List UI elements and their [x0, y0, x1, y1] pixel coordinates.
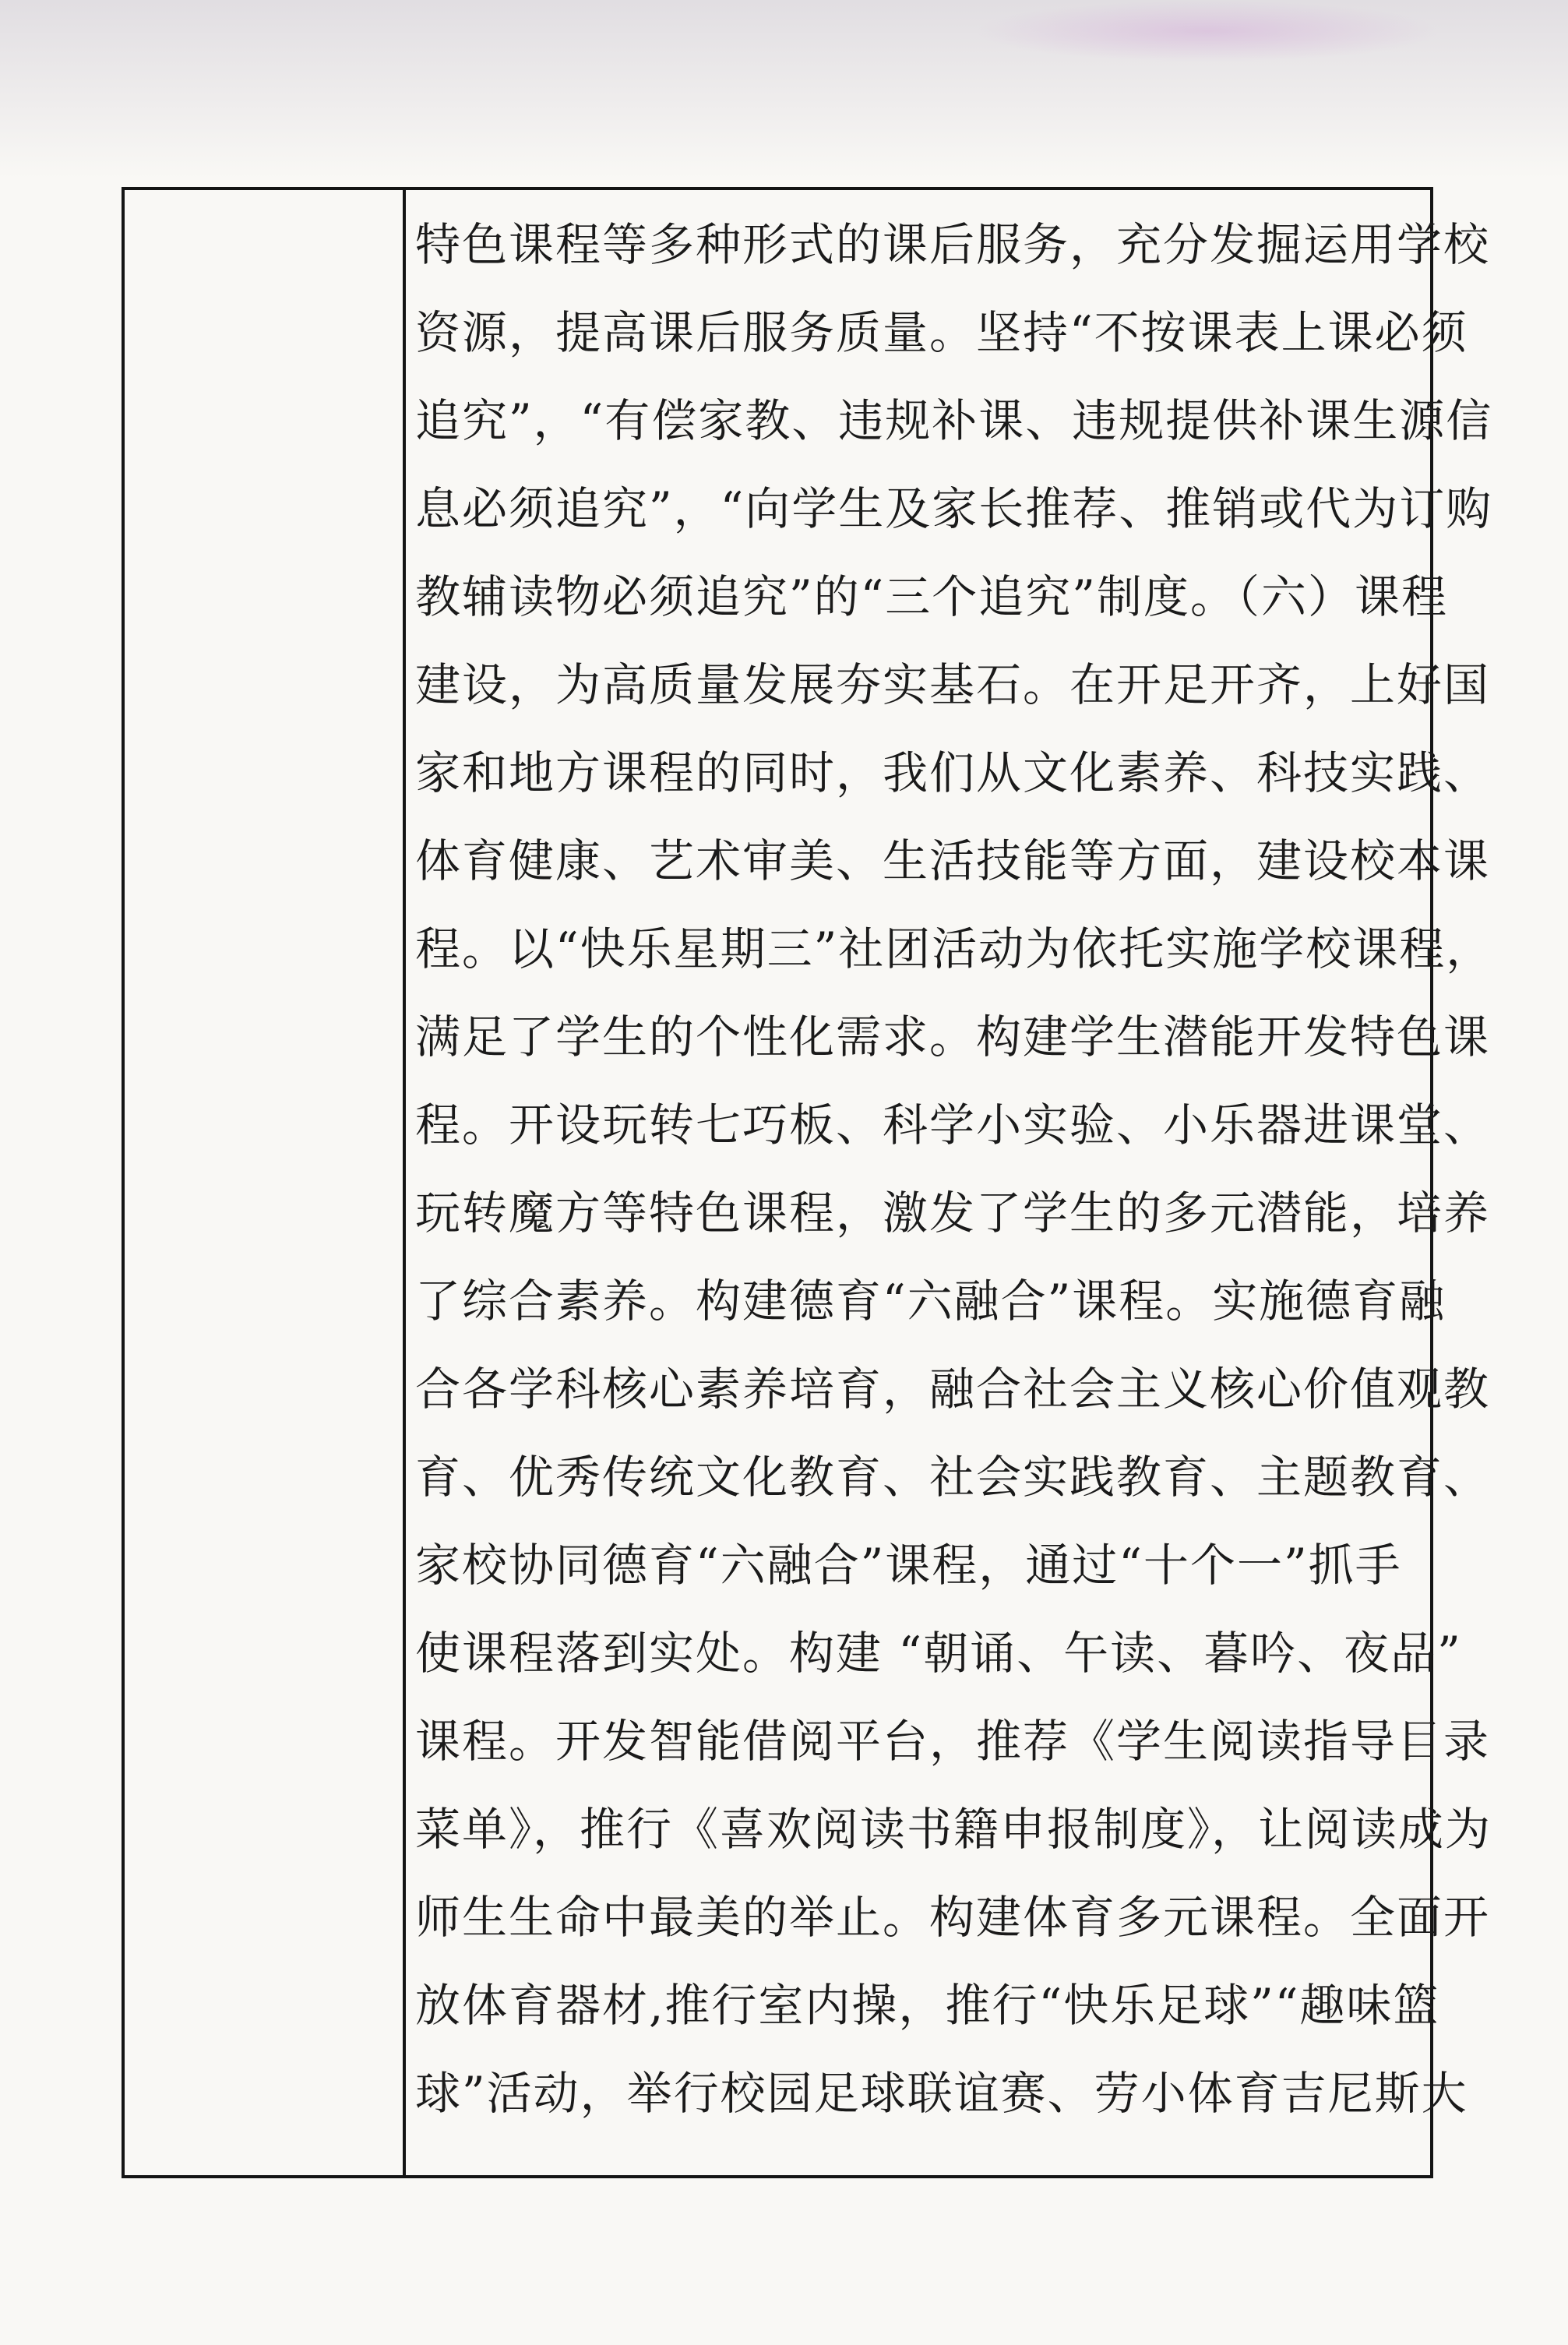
- text-line-12: 玩转魔方等特色课程，激发了学生的多元潜能，培养: [415, 1187, 1491, 1240]
- content-cell: [406, 190, 1493, 2175]
- text-line-19: 菜单》，推行《喜欢阅读书籍申报制度》，让阅读成为: [415, 1803, 1492, 1856]
- text-line-22: 球”活动，举行校园足球联谊赛、劳小体育吉尼斯大: [415, 2067, 1468, 2120]
- text-line-10: 满足了学生的个性化需求。构建学生潜能开发特色课: [415, 1010, 1491, 1063]
- text-line-15: 育、优秀传统文化教育、社会实践教育、主题教育、: [415, 1451, 1491, 1504]
- text-line-4: 息必须追究”，“向学生及家长推荐、推销或代为订购: [415, 482, 1493, 535]
- text-line-6: 建设，为高质量发展夯实基石。在开足开齐，上好国: [415, 658, 1491, 711]
- text-line-9: 程。以“快乐星期三”社团活动为依托实施学校课程，: [415, 922, 1493, 975]
- text-line-1: 特色课程等多种形式的课后服务，充分发掘运用学校: [415, 218, 1491, 271]
- text-line-5: 教辅读物必须追究”的“三个追究”制度。（六）课程: [415, 570, 1448, 623]
- text-line-3: 追究”，“有偿家教、违规补课、违规提供补课生源信: [415, 394, 1493, 447]
- scan-tint: [974, 0, 1441, 62]
- text-line-13: 了综合素养。构建德育“六融合”课程。实施德育融: [415, 1275, 1446, 1328]
- text-line-18: 课程。开发智能借阅平台，推荐《学生阅读指导目录: [415, 1715, 1491, 1768]
- text-line-14: 合各学科核心素养培育，融合社会主义核心价值观教: [415, 1363, 1491, 1416]
- text-line-21: 放体育器材,推行室内操，推行“快乐足球”“趣味篮: [415, 1979, 1440, 2032]
- text-line-20: 师生生命中最美的举止。构建体育多元课程。全面开: [415, 1891, 1491, 1944]
- text-line-16: 家校协同德育“六融合”课程，通过“十个一”抓手: [415, 1539, 1402, 1592]
- text-line-11: 程。开设玩转七巧板、科学小实验、小乐器进课堂、: [415, 1098, 1491, 1151]
- text-line-2: 资源，提高课后服务质量。坚持“不按课表上课必须: [415, 306, 1468, 359]
- text-line-8: 体育健康、艺术审美、生活技能等方面，建设校本课: [415, 834, 1491, 887]
- text-line-7: 家和地方课程的同时，我们从文化素养、科技实践、: [415, 746, 1491, 799]
- document-table: [122, 187, 1493, 2178]
- label-cell: [125, 190, 403, 2175]
- text-line-17: 使课程落到实处。构建 “朝诵、午读、暮吟、夜品”: [415, 1627, 1462, 1680]
